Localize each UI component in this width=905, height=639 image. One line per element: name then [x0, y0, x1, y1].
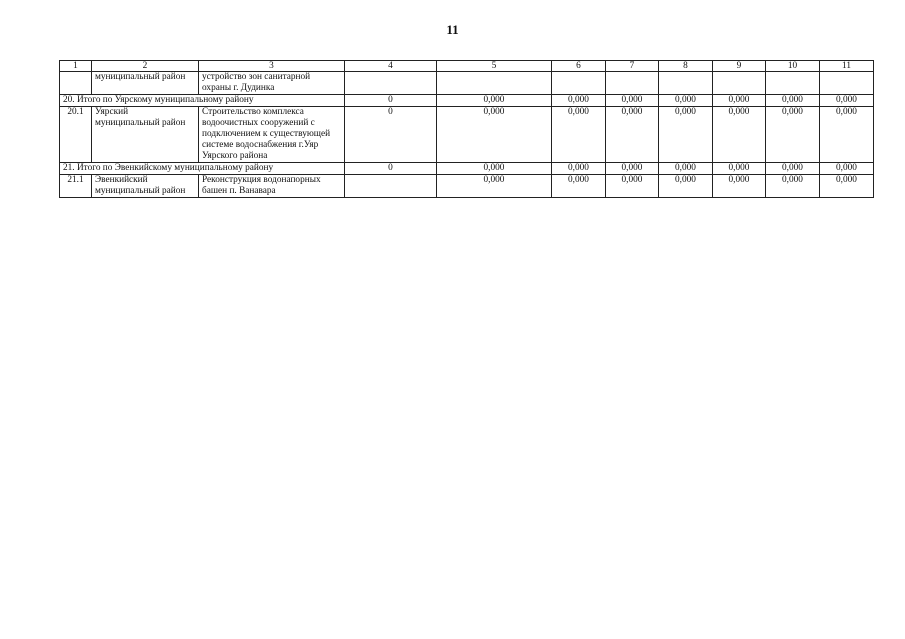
cell-value: 0,000 — [659, 107, 713, 163]
cell-empty — [713, 72, 766, 95]
cell-empty — [437, 72, 552, 95]
cell-district: муниципальный район — [92, 72, 199, 95]
cell-value: 0,000 — [606, 163, 659, 175]
cell-value: 0,000 — [659, 175, 713, 198]
cell-value: 0,000 — [713, 95, 766, 107]
cell-value: 0,000 — [766, 175, 820, 198]
cell-value: 0,000 — [820, 163, 874, 175]
table-row-21-1 — [60, 175, 874, 198]
cell-empty — [60, 72, 92, 95]
page-number: 11 — [446, 22, 459, 37]
col-header-6: 6 — [552, 61, 606, 72]
cell-value: 0,000 — [437, 107, 552, 163]
cell-empty — [345, 72, 437, 95]
cell-value: 0,000 — [552, 107, 606, 163]
total-label: 20. Итого по Уярскому муниципальному району — [60, 95, 345, 107]
cell-value: 0,000 — [437, 163, 552, 175]
cell-value: 0,000 — [606, 95, 659, 107]
cell-value: 0,000 — [437, 175, 552, 198]
row-number: 20.1 — [60, 107, 92, 163]
cell-project: устройство зон санитарной охраны г. Дудинка — [199, 72, 345, 95]
cell-empty — [659, 72, 713, 95]
cell-empty — [766, 72, 820, 95]
cell-value: 0,000 — [552, 175, 606, 198]
cell-value: 0,000 — [659, 163, 713, 175]
cell-empty — [552, 72, 606, 95]
cell-empty — [606, 72, 659, 95]
col-header-5: 5 — [437, 61, 552, 72]
cell-value: 0,000 — [606, 175, 659, 198]
col-header-4: 4 — [345, 61, 437, 72]
col-header-8: 8 — [659, 61, 713, 72]
cell-district: Уярский муниципальный район — [92, 107, 199, 163]
table-row-20-1 — [60, 107, 874, 163]
cell-value: 0,000 — [766, 163, 820, 175]
cell-value: 0,000 — [820, 175, 874, 198]
cell-empty — [820, 72, 874, 95]
cell-project: Реконструкция водонапорных башен п. Ванавара — [199, 175, 345, 198]
cell-value: 0,000 — [766, 107, 820, 163]
row-number: 21.1 — [60, 175, 92, 198]
col-header-10: 10 — [766, 61, 820, 72]
header-row — [60, 61, 874, 72]
cell-value: 0,000 — [820, 107, 874, 163]
cell-district: Эвенкийский муниципальный район — [92, 175, 199, 198]
cell-value: 0,000 — [659, 95, 713, 107]
col-header-1: 1 — [60, 61, 92, 72]
cell-value: 0,000 — [552, 163, 606, 175]
col-header-2: 2 — [92, 61, 199, 72]
cell-value: 0,000 — [713, 175, 766, 198]
col-header-9: 9 — [713, 61, 766, 72]
cell-value: 0,000 — [713, 107, 766, 163]
table-row-total-21 — [60, 163, 874, 175]
cell-value: 0,000 — [552, 95, 606, 107]
cell-value — [345, 175, 437, 198]
cell-value: 0,000 — [606, 107, 659, 163]
cell-value: 0,000 — [766, 95, 820, 107]
col-header-7: 7 — [606, 61, 659, 72]
cell-project: Строительство комплекса водоочистных сооружений с подключением к существующей системе водоснабжения г.Уяр Уярского района — [199, 107, 345, 163]
col-header-11: 11 — [820, 61, 874, 72]
cell-value: 0,000 — [437, 95, 552, 107]
total-label: 21. Итого по Эвенкийскому муниципальному району — [60, 163, 345, 175]
cell-value: 0,000 — [713, 163, 766, 175]
cell-value: 0 — [345, 163, 437, 175]
cell-value: 0 — [345, 95, 437, 107]
table-row-continuation — [60, 72, 874, 95]
cell-value: 0,000 — [820, 95, 874, 107]
budget-table — [59, 60, 874, 198]
table-row-total-20 — [60, 95, 874, 107]
cell-value: 0 — [345, 107, 437, 163]
col-header-3: 3 — [199, 61, 345, 72]
